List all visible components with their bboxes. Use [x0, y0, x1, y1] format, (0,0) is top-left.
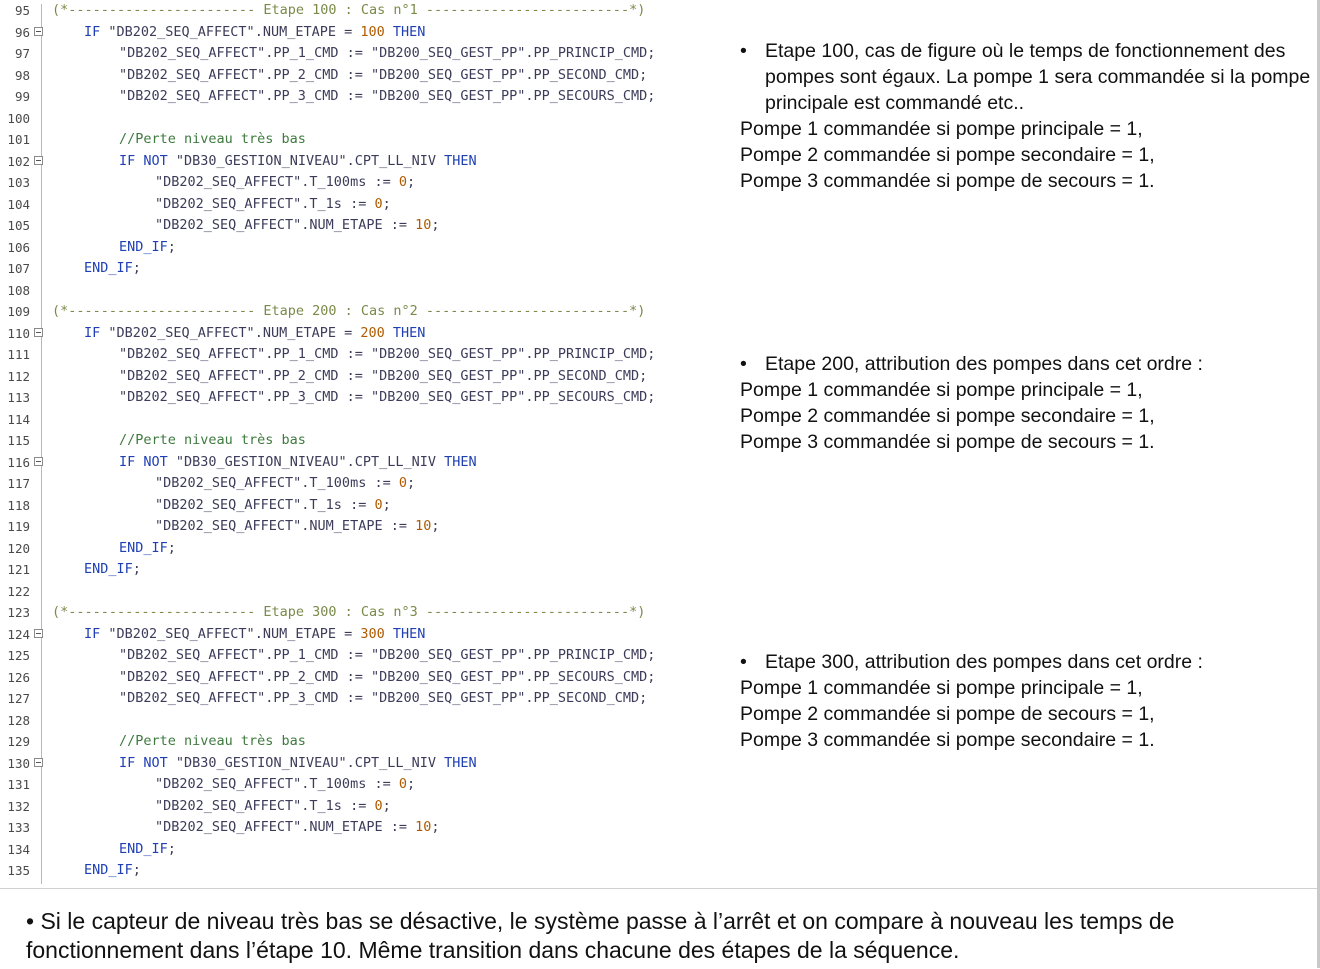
code-text: [119, 430, 306, 452]
code-line[interactable]: [0, 559, 712, 581]
line-number: 119: [7, 519, 30, 534]
code-line[interactable]: [0, 753, 712, 775]
code-text: [119, 645, 655, 667]
line-number: 134: [7, 841, 30, 857]
code-text: [119, 151, 477, 173]
keyword-token: IF: [84, 625, 109, 642]
number-token: 0: [398, 174, 407, 190]
code-line[interactable]: [0, 538, 712, 560]
bullet-icon: •: [740, 40, 747, 62]
section-header-comment: (*----------------------- Etape 200 : Cas n°2 -------------------------*): [52, 303, 646, 319]
keyword-token: END_IF: [119, 840, 168, 857]
keyword-token: THEN: [384, 324, 426, 341]
line-number: 118: [7, 497, 30, 513]
number-token: 0: [374, 797, 383, 814]
line-number: 132: [7, 798, 30, 814]
line-number: 101: [7, 132, 30, 147]
bullet-icon: •: [740, 353, 747, 375]
code-line[interactable]: [0, 688, 712, 710]
note-line: Pompe 1 commandée si pompe principale = 1,: [740, 118, 1143, 140]
code-line[interactable]: [0, 839, 712, 861]
code-token: "DB202_SEQ_AFFECT".PP_2_CMD := "DB200_SEQ_GEST_PP".PP_SECOURS_CMD;: [119, 668, 656, 685]
code-line[interactable]: [0, 280, 712, 302]
line-number: 112: [7, 368, 30, 384]
footer-text: • Si le capteur de niveau très bas se désactive, le système passe à l’arrêt et on compare à nouveau les temps de fonctionnement dans l’étape 10. Même transition dans chacune des étapes de la séquence.: [26, 908, 1175, 963]
code-token: ;: [431, 819, 440, 835]
line-number: 129: [7, 734, 30, 749]
code-text: [84, 323, 425, 345]
code-token: ;: [132, 862, 141, 878]
code-token: "DB202_SEQ_AFFECT".PP_3_CMD := "DB200_SEQ_GEST_PP".PP_SECOURS_CMD;: [119, 389, 656, 405]
code-line[interactable]: [0, 258, 712, 280]
code-token: "DB202_SEQ_AFFECT".NUM_ETAPE :=: [155, 819, 416, 835]
code-line[interactable]: [0, 151, 712, 173]
code-line[interactable]: [0, 495, 712, 517]
code-line[interactable]: [0, 43, 712, 65]
fold-collapse-icon[interactable]: [34, 629, 43, 638]
code-token: "DB202_SEQ_AFFECT".T_1s :=: [155, 195, 375, 212]
code-line[interactable]: [0, 645, 712, 667]
code-line[interactable]: [0, 774, 712, 796]
line-number: 107: [7, 261, 30, 276]
line-number: 113: [7, 390, 30, 405]
note-line: Pompe 1 commandée si pompe principale = 1,: [740, 379, 1143, 401]
code-line[interactable]: [0, 710, 712, 732]
keyword-token: END_IF: [119, 539, 168, 556]
note-etape-100: [740, 38, 1320, 194]
code-line[interactable]: [0, 516, 712, 538]
line-number: 96: [14, 24, 30, 40]
note-bullet-text: Etape 300, attribution des pompes dans cet ordre :: [765, 651, 1203, 673]
code-text: [155, 172, 415, 194]
number-token: 300: [360, 625, 385, 642]
line-number: 120: [7, 540, 30, 556]
keyword-token: END_IF: [84, 862, 133, 878]
code-line[interactable]: [0, 860, 712, 882]
number-token: 0: [374, 195, 383, 212]
code-text: [155, 215, 440, 237]
line-number: 115: [7, 433, 30, 448]
code-token: "DB202_SEQ_AFFECT".NUM_ETAPE =: [108, 625, 361, 642]
code-token: "DB202_SEQ_AFFECT".PP_3_CMD := "DB200_SEQ_GEST_PP".PP_SECOND_CMD;: [119, 690, 648, 706]
code-token: ;: [431, 518, 440, 534]
keyword-token: IF NOT: [119, 453, 176, 470]
code-text: [84, 860, 141, 882]
code-line[interactable]: [0, 301, 712, 323]
code-token: ;: [382, 195, 391, 212]
line-number: 116: [7, 454, 30, 470]
code-token: ;: [406, 174, 416, 190]
number-token: 200: [360, 324, 385, 341]
code-token: "DB202_SEQ_AFFECT".NUM_ETAPE :=: [155, 518, 416, 534]
code-token: "DB202_SEQ_AFFECT".T_100ms :=: [155, 174, 399, 190]
line-number: 108: [7, 282, 30, 298]
code-token: "DB202_SEQ_AFFECT".NUM_ETAPE :=: [155, 217, 416, 233]
note-line: Pompe 2 commandée si pompe secondaire = 1,: [740, 405, 1155, 427]
code-text: [119, 452, 477, 474]
code-line[interactable]: [0, 0, 712, 22]
code-line[interactable]: [0, 65, 712, 87]
code-token: "DB202_SEQ_AFFECT".T_100ms :=: [155, 776, 399, 792]
code-line[interactable]: [0, 473, 712, 495]
line-number: 106: [7, 239, 30, 255]
line-number: 122: [7, 583, 30, 599]
keyword-token: IF NOT: [119, 754, 176, 771]
code-line[interactable]: [0, 624, 712, 646]
code-text: [52, 301, 645, 323]
code-token: "DB202_SEQ_AFFECT".NUM_ETAPE =: [108, 324, 361, 341]
code-text: [155, 495, 391, 517]
note-bullet-text: Etape 200, attribution des pompes dans cet ordre :: [765, 353, 1203, 375]
note-line: Pompe 3 commandée si pompe de secours = 1.: [740, 170, 1155, 192]
code-line[interactable]: [0, 215, 712, 237]
number-token: 0: [398, 475, 407, 491]
line-number: 127: [7, 691, 30, 706]
code-line[interactable]: [0, 602, 712, 624]
line-number: 130: [7, 755, 30, 771]
code-editor[interactable]: [0, 0, 712, 888]
line-number: 121: [7, 562, 30, 577]
code-token: ;: [406, 776, 416, 792]
line-number: 109: [7, 304, 30, 319]
code-line[interactable]: [0, 172, 712, 194]
code-line[interactable]: [0, 731, 712, 753]
code-token: "DB30_GESTION_NIVEAU".CPT_LL_NIV: [175, 453, 445, 470]
code-token: ;: [132, 561, 141, 577]
keyword-token: END_IF: [84, 260, 133, 276]
code-text: [52, 0, 645, 22]
code-line[interactable]: [0, 667, 712, 689]
line-number: 97: [14, 46, 30, 61]
number-token: 10: [415, 819, 432, 835]
code-token: ;: [132, 260, 141, 276]
code-text: [119, 86, 655, 108]
code-line[interactable]: [0, 344, 712, 366]
line-number: 126: [7, 669, 30, 685]
fold-collapse-icon[interactable]: [34, 156, 43, 165]
code-line[interactable]: [0, 129, 712, 151]
line-number: 125: [7, 648, 30, 663]
code-text: [119, 43, 655, 65]
line-number: 123: [7, 605, 30, 620]
line-number: 110: [7, 325, 30, 341]
line-number: 133: [7, 820, 30, 835]
code-token: "DB202_SEQ_AFFECT".PP_2_CMD := "DB200_SEQ_GEST_PP".PP_SECOND_CMD;: [119, 66, 648, 83]
line-number: 131: [7, 777, 30, 792]
code-token: ;: [167, 840, 176, 857]
code-text: [155, 516, 440, 538]
number-token: 10: [415, 518, 432, 534]
notes-panel: [712, 0, 1320, 888]
note-line: Pompe 3 commandée si pompe de secours = 1.: [740, 431, 1155, 453]
keyword-token: END_IF: [119, 238, 168, 255]
code-text: [84, 258, 141, 280]
number-token: 0: [398, 776, 407, 792]
code-line[interactable]: [0, 817, 712, 839]
keyword-token: IF: [84, 324, 109, 341]
keyword-token: END_IF: [84, 561, 133, 577]
code-token: "DB202_SEQ_AFFECT".PP_3_CMD := "DB200_SEQ_GEST_PP".PP_SECOURS_CMD;: [119, 88, 656, 104]
note-bullet-paragraph: [740, 351, 1320, 377]
line-number: 114: [7, 411, 30, 427]
code-line[interactable]: [0, 194, 712, 216]
code-token: ;: [167, 539, 176, 556]
code-text: [119, 688, 647, 710]
line-number: 135: [7, 863, 30, 878]
note-line: Pompe 3 commandée si pompe secondaire = 1.: [740, 729, 1155, 751]
comment-token: //Perte niveau très bas: [119, 432, 306, 448]
code-text: [119, 387, 655, 409]
code-token: ;: [382, 797, 391, 814]
code-line[interactable]: [0, 581, 712, 603]
code-token: ;: [406, 475, 416, 491]
code-text: [119, 366, 647, 388]
code-text: [84, 22, 425, 44]
section-header-comment: (*----------------------- Etape 300 : Cas n°3 -------------------------*): [52, 604, 646, 620]
footer-note: [0, 888, 1320, 969]
code-token: ;: [431, 217, 440, 233]
code-text: [119, 538, 176, 560]
fold-collapse-icon[interactable]: [34, 758, 43, 767]
line-number: 102: [7, 153, 30, 169]
code-line[interactable]: [0, 366, 712, 388]
code-line[interactable]: [0, 22, 712, 44]
keyword-token: THEN: [384, 23, 426, 40]
code-line[interactable]: [0, 387, 712, 409]
keyword-token: IF NOT: [119, 152, 176, 169]
fold-collapse-icon[interactable]: [34, 27, 43, 36]
code-line[interactable]: [0, 409, 712, 431]
note-line: Pompe 2 commandée si pompe secondaire = 1,: [740, 144, 1155, 166]
code-token: "DB202_SEQ_AFFECT".T_100ms :=: [155, 475, 399, 491]
code-text: [119, 129, 306, 151]
code-text: [84, 624, 425, 646]
code-line[interactable]: [0, 108, 712, 130]
line-number: 100: [7, 110, 30, 126]
line-number: 117: [7, 476, 30, 491]
code-line[interactable]: [0, 452, 712, 474]
note-etape-300: [740, 649, 1320, 753]
code-token: "DB202_SEQ_AFFECT".T_1s :=: [155, 797, 375, 814]
code-text: [155, 817, 440, 839]
note-line: Pompe 1 commandée si pompe principale = 1,: [740, 677, 1143, 699]
keyword-token: THEN: [444, 754, 477, 771]
code-text: [119, 753, 477, 775]
code-text: [119, 839, 176, 861]
code-token: "DB202_SEQ_AFFECT".NUM_ETAPE =: [108, 23, 361, 40]
code-token: "DB30_GESTION_NIVEAU".CPT_LL_NIV: [175, 754, 445, 771]
comment-token: //Perte niveau très bas: [119, 733, 306, 749]
code-token: ;: [167, 238, 176, 255]
note-bullet-paragraph: [740, 649, 1320, 675]
code-token: ;: [382, 496, 391, 513]
code-token: "DB202_SEQ_AFFECT".PP_1_CMD := "DB200_SEQ_GEST_PP".PP_PRINCIP_CMD;: [119, 647, 656, 663]
code-text: [119, 65, 647, 87]
code-token: "DB202_SEQ_AFFECT".PP_2_CMD := "DB200_SEQ_GEST_PP".PP_SECOND_CMD;: [119, 367, 648, 384]
line-number: 128: [7, 712, 30, 728]
line-number: 124: [7, 626, 30, 642]
code-text: [155, 796, 391, 818]
comment-token: //Perte niveau très bas: [119, 131, 306, 147]
line-number: 95: [14, 3, 30, 18]
line-number: 111: [7, 347, 30, 362]
code-text: [155, 194, 391, 216]
code-line[interactable]: [0, 796, 712, 818]
number-token: 10: [415, 217, 432, 233]
keyword-token: THEN: [384, 625, 426, 642]
number-token: 100: [360, 23, 385, 40]
note-bullet-text: Etape 100, cas de figure où le temps de fonctionnement des pompes sont égaux. La pompe 1 sera commandée si la pompe principale est commandé etc..: [765, 40, 1311, 114]
fold-collapse-icon[interactable]: [34, 457, 43, 466]
code-line[interactable]: [0, 430, 712, 452]
note-line: Pompe 2 commandée si pompe de secours = 1,: [740, 703, 1155, 725]
line-number: 103: [7, 175, 30, 190]
code-line[interactable]: [0, 237, 712, 259]
note-etape-200: [740, 351, 1320, 455]
keyword-token: THEN: [444, 453, 477, 470]
code-text: [119, 667, 655, 689]
section-header-comment: (*----------------------- Etape 100 : Cas n°1 -------------------------*): [52, 2, 646, 18]
code-token: "DB202_SEQ_AFFECT".PP_1_CMD := "DB200_SEQ_GEST_PP".PP_PRINCIP_CMD;: [119, 45, 656, 61]
code-token: "DB202_SEQ_AFFECT".T_1s :=: [155, 496, 375, 513]
code-line[interactable]: [0, 86, 712, 108]
bullet-icon: •: [740, 651, 747, 673]
fold-collapse-icon[interactable]: [34, 328, 43, 337]
line-number: 104: [7, 196, 30, 212]
code-text: [119, 731, 306, 753]
code-text: [52, 602, 645, 624]
code-token: "DB202_SEQ_AFFECT".PP_1_CMD := "DB200_SEQ_GEST_PP".PP_PRINCIP_CMD;: [119, 346, 656, 362]
line-number: 98: [14, 67, 30, 83]
line-number: 105: [7, 218, 30, 233]
line-number: 99: [14, 89, 30, 104]
code-text: [119, 344, 655, 366]
code-text: [84, 559, 141, 581]
code-text: [119, 237, 176, 259]
code-text: [155, 473, 415, 495]
code-line[interactable]: [0, 323, 712, 345]
keyword-token: THEN: [444, 152, 477, 169]
code-token: "DB30_GESTION_NIVEAU".CPT_LL_NIV: [175, 152, 445, 169]
note-bullet-paragraph: [740, 38, 1320, 116]
keyword-token: IF: [84, 23, 109, 40]
code-text: [155, 774, 415, 796]
number-token: 0: [374, 496, 383, 513]
